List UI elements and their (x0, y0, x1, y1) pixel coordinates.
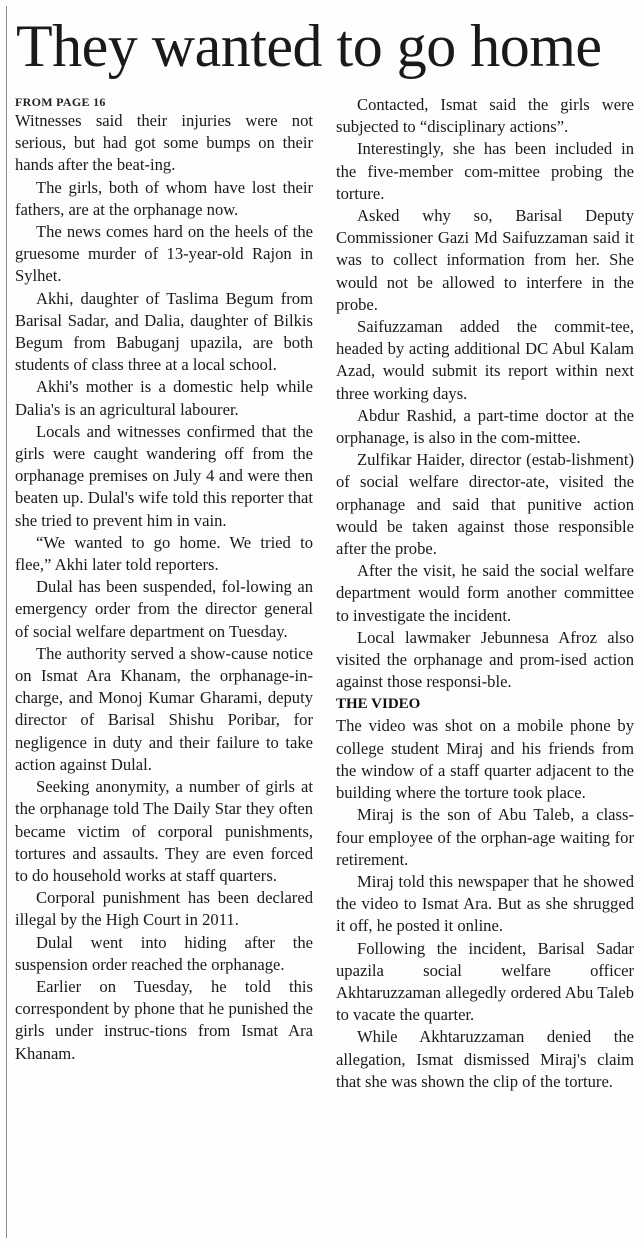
paragraph: Miraj told this newspaper that he showed the video to Ismat Ara. But as she shrugged it off, he posted it online. (336, 871, 634, 936)
paragraph: While Akhtaruzzaman denied the allegation, Ismat dismissed Miraj's claim that she was shown the clip of the torture. (336, 1027, 634, 1091)
paragraph: Corporal punishment has been declared illegal by the High Court in 2011. (15, 888, 313, 930)
paragraph: Locals and witnesses confirmed that the girls were caught wandering off from the orphanage premises on July 4 and were then beaten up. Dulal's wife told this reporter that she tried to prevent him in vain. (15, 421, 313, 530)
continued-from-label: FROM PAGE 16 (15, 95, 106, 109)
paragraph: The authority served a show-cause notice on Ismat Ara Khanam, the orphanage-in-charge, and Monoj Kumar Gharami, deputy director of Barisal Shishu Poribar, for negligence in duty and their failure to take action against Dulal. (15, 643, 313, 774)
paragraph: Local lawmaker Jebunnesa Afroz also visited the orphanage and prom-ised action against those responsi-ble. (336, 627, 634, 692)
paragraph: The girls, both of whom have lost their fathers, are at the orphanage now. (15, 177, 313, 219)
paragraph: Earlier on Tuesday, he told this correspondent by phone that he punished the girls under instruc-tions from Ismat Ara Khanam. (15, 976, 313, 1063)
headline: They wanted to go home (16, 13, 602, 79)
paragraph: Asked why so, Barisal Deputy Commissioner Gazi Md Saifuzzaman said it was to collect information from her. She would not be allowed to interfere in the probe. (336, 206, 634, 314)
paragraph: Zulfikar Haider, director (estab-lishment) of social welfare director-ate, visited the orphanage and said that punitive action would be taken against those responsible after the probe. (336, 450, 634, 559)
paragraph: The video was shot on a mobile phone by college student Miraj and his friends from the window of a staff quarter adjacent to the building where the torture took place. (336, 716, 634, 803)
paragraph: Akhi's mother is a domestic help while Dalia's is an agricultural labourer. (15, 377, 313, 419)
paragraph: Interestingly, she has been included in the five-member com-mittee probing the torture. (336, 139, 634, 203)
paragraph: Seeking anonymity, a number of girls at the orphanage told The Daily Star they often became victim of corporal punishments, tortures and assaults. They are even forced to do household works at staff quarters. (15, 777, 313, 885)
paragraph: Witnesses said their injuries were not serious, but had got some bumps on their hands after the beat-ing. (15, 111, 313, 175)
paragraph: Contacted, Ismat said the girls were subjected to “disciplinary actions”. (336, 95, 634, 137)
paragraph: Akhi, daughter of Taslima Begum from Barisal Sadar, and Dalia, daughter of Bilkis Begum from Babuganj upazila, are both students of class three at a local school. (15, 288, 313, 375)
article-column-left (15, 94, 313, 1065)
paragraph: “We wanted to go home. We tried to flee,” Akhi later told reporters. (15, 532, 313, 575)
paragraph: The news comes hard on the heels of the gruesome murder of 13-year-old Rajon in Sylhet. (15, 222, 313, 286)
paragraph: Dulal went into hiding after the suspension order reached the orphanage. (15, 932, 313, 974)
paragraph: Following the incident, Barisal Sadar upazila social welfare officer Akhtaruzzaman allegedly ordered Abu Taleb to vacate the quarter. (336, 938, 634, 1025)
paragraph: Saifuzzaman added the commit-tee, headed by acting additional DC Abul Kalam Azad, would submit its report within next three working days. (336, 317, 634, 403)
paragraph: Abdur Rashid, a part-time doctor at the orphanage, is also in the com-mittee. (336, 405, 634, 448)
paragraph: Dulal has been suspended, fol-lowing an emergency order from the director general of social welfare department on Tuesday. (15, 577, 313, 641)
paragraph: After the visit, he said the social welfare department would form another committee to investigate the incident. (336, 561, 634, 625)
article-column-right (336, 94, 634, 1093)
section-subhead: THE VIDEO (336, 696, 421, 713)
column-rule (6, 6, 7, 1238)
paragraph: Miraj is the son of Abu Taleb, a class-four employee of the orphan-age waiting for retirement. (336, 805, 634, 869)
